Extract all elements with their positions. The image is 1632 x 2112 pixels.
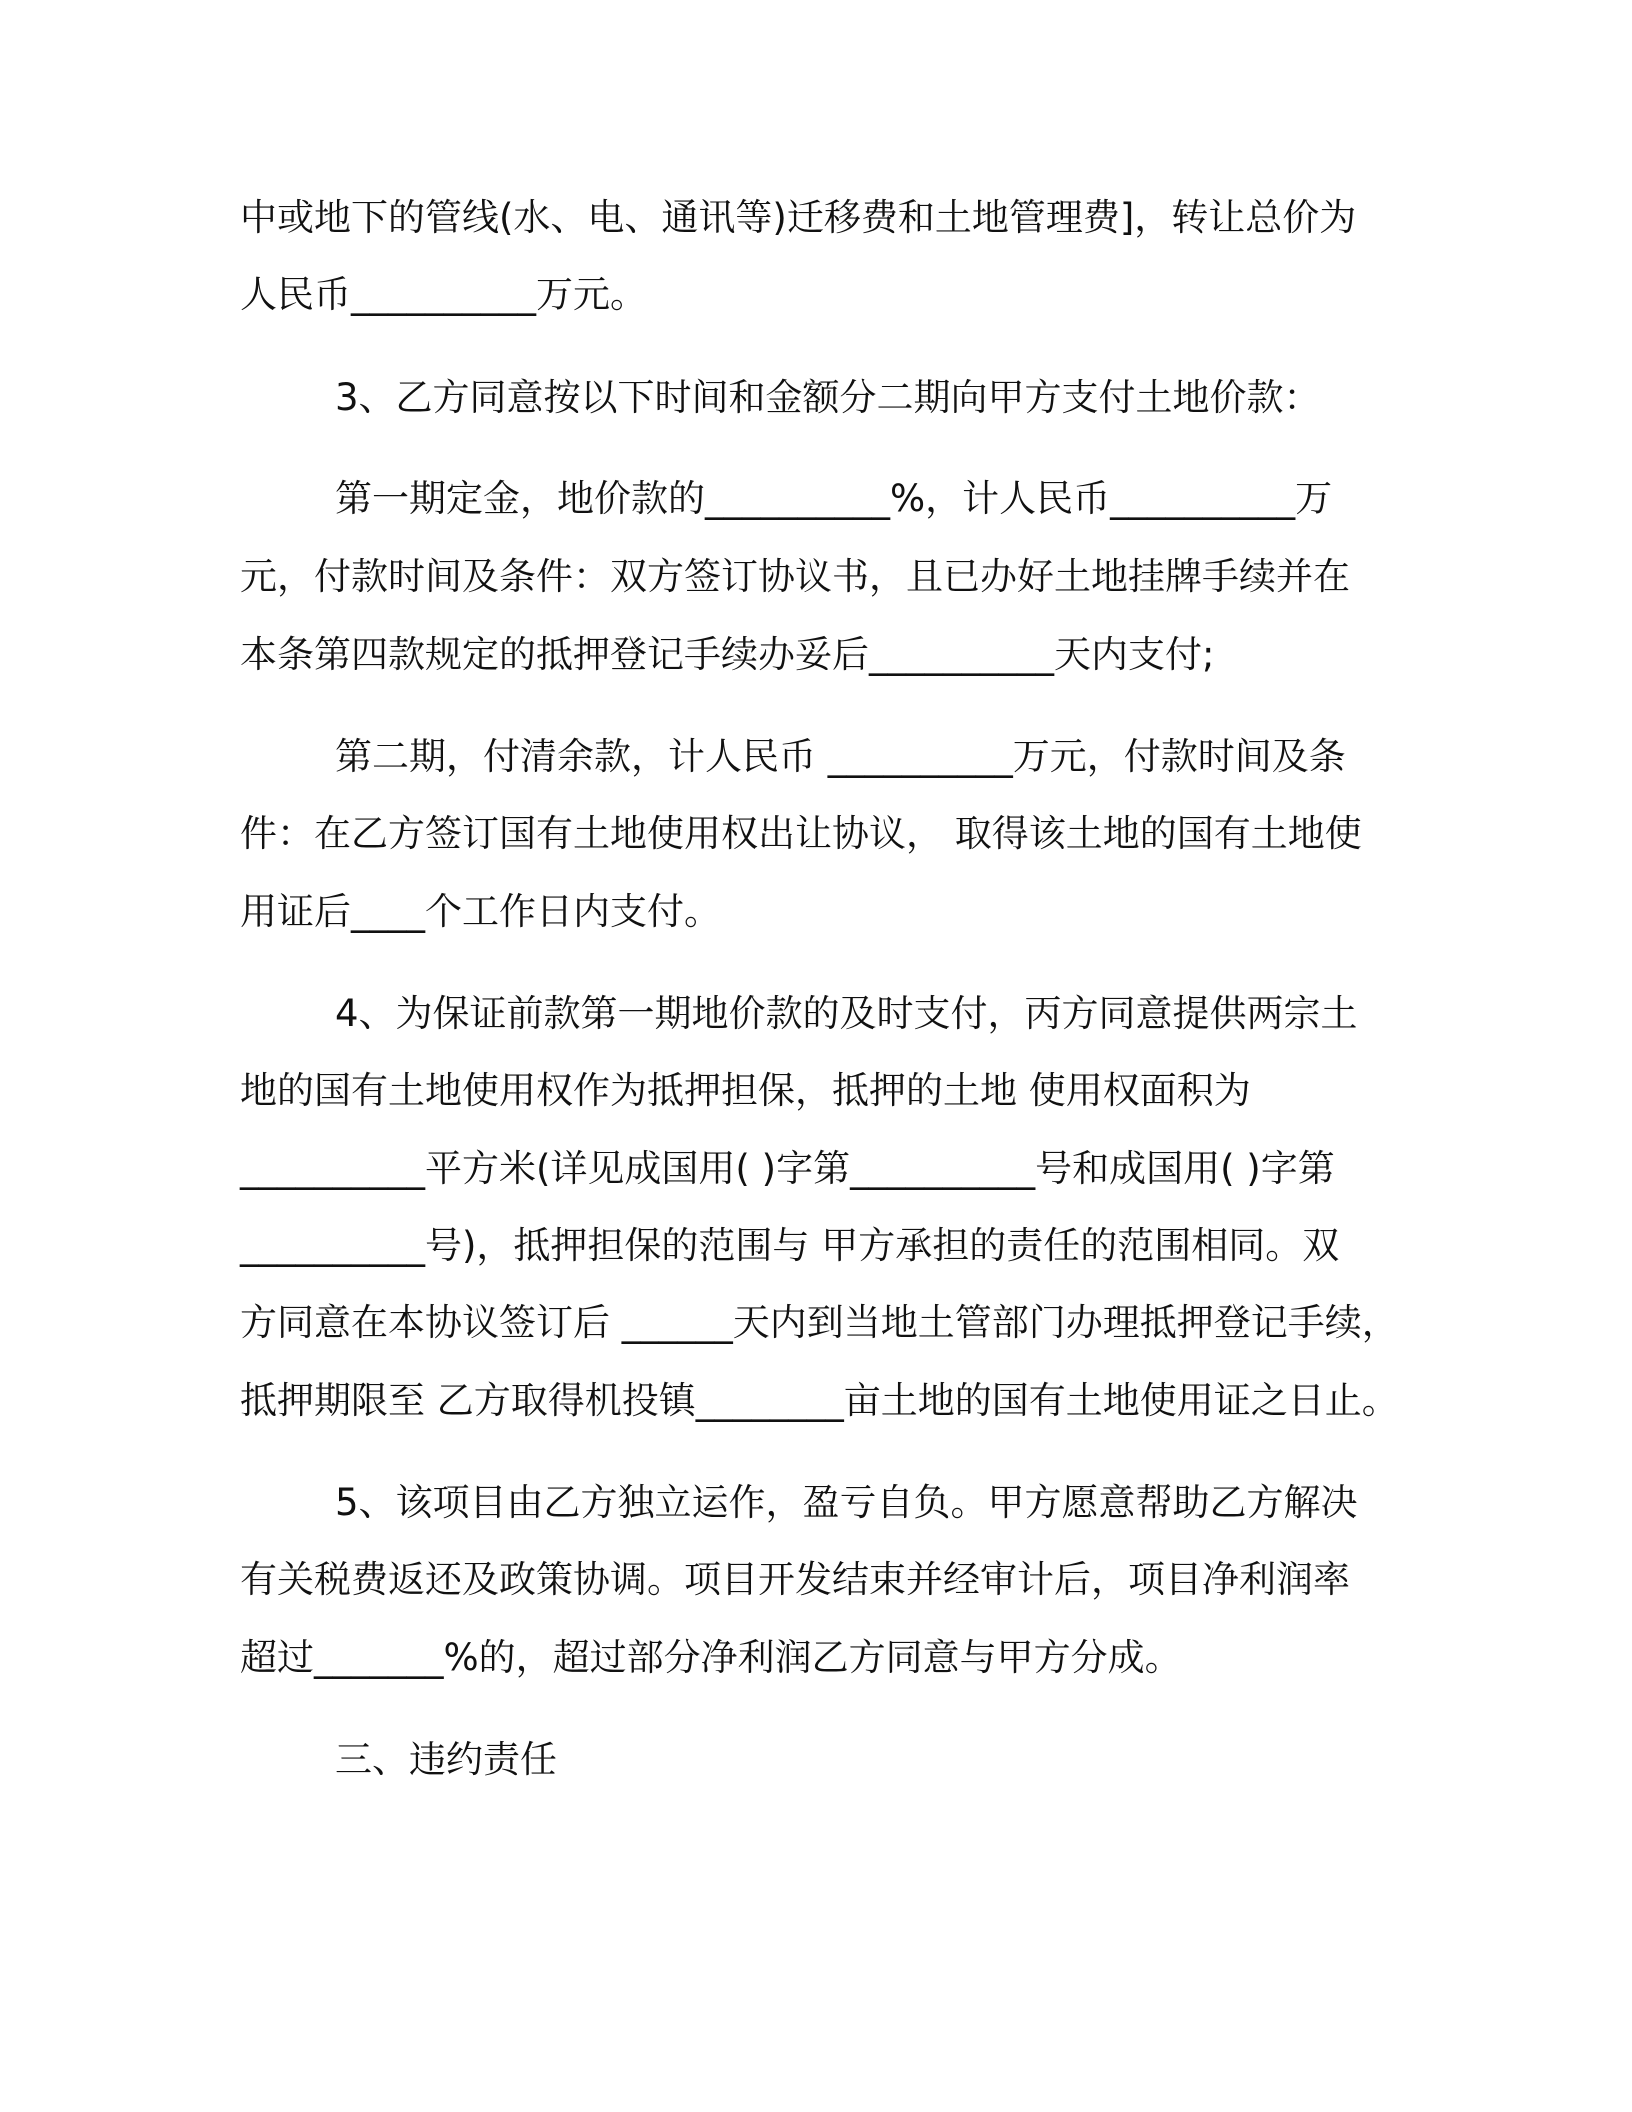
text-line: 5、该项目由乙方独立运作，盈亏自负。甲方愿意帮助乙方解决 [335,1481,1358,1524]
text-line: 超过_______%的，超过部分净利润乙方同意与甲方分成。 [240,1636,1182,1679]
paragraph-heading: 3、乙方同意按以下时间和金额分二期向甲方支付土地价款： [335,376,1321,419]
text-line: 方同意在本协议签订后 ______天内到当地土管部门办理抵押登记手续， [240,1301,1399,1344]
text-line: 第一期定金，地价款的__________%，计人民币__________万 [335,477,1333,520]
text-line: 地的国有土地使用权作为抵押担保，抵押的土地 使用权面积为 [240,1069,1251,1112]
text-line: 抵押期限至 乙方取得机投镇________亩土地的国有土地使用证之日止。 [240,1379,1399,1422]
text-line: 中或地下的管线(水、电、通讯等)迁移费和土地管理费]，转让总价为 [240,196,1357,239]
text-line: __________号)，抵押担保的范围与 甲方承担的责任的范围相同。双 [240,1224,1340,1267]
text-line: 第二期，付清余款，计人民币 __________万元，付款时间及条 [335,735,1346,778]
text-line: 元，付款时间及条件：双方签订协议书，且已办好土地挂牌手续并在 [240,555,1350,598]
text-line: 本条第四款规定的抵押登记手续办妥后__________天内支付; [240,633,1215,676]
text-line: __________平方米(详见成国用( )字第__________号和成国用( )字第 [240,1147,1335,1190]
text-line: 人民币__________万元。 [240,273,647,316]
section-heading: 三、违约责任 [335,1738,557,1781]
text-line: 有关税费返还及政策协调。项目开发结束并经审计后，项目净利润率 [240,1558,1350,1601]
text-line: 件：在乙方签订国有土地使用权出让协议， 取得该土地的国有土地使 [240,812,1362,855]
text-line: 用证后____个工作日内支付。 [240,890,721,933]
text-line: 4、为保证前款第一期地价款的及时支付，丙方同意提供两宗土 [335,992,1358,1035]
